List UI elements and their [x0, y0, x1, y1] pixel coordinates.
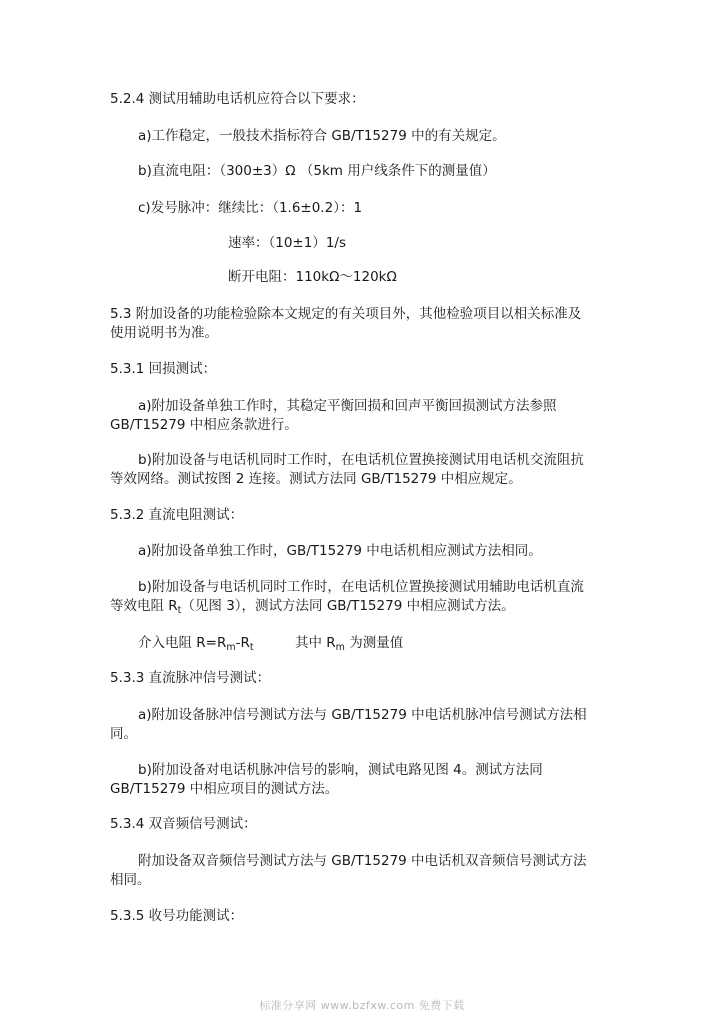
- item-5-3-2-b-line1: b)附加设备与电话机同时工作时，在电话机位置换接测试用辅助电话机直流: [138, 579, 584, 595]
- heading-5-3-5: 5.3.5 收号功能测试：: [110, 908, 244, 924]
- formula-minus: -R: [235, 635, 250, 651]
- item-5-2-4-rate: 速率：（10±1）1/s: [228, 235, 346, 251]
- item-5-2-4-b: b)直流电阻：（300±3）Ω （5km 用户线条件下的测量值）: [138, 163, 496, 179]
- paragraph-5-3-line2: 使用说明书为准。: [110, 325, 218, 341]
- item-5-3-2-b-line2: [110, 597, 515, 615]
- item-5-2-4-c: c)发号脉冲：继续比：（1.6±0.2）：1: [138, 200, 363, 216]
- formula-note: [295, 634, 403, 652]
- formula-note-text: 其中 R: [295, 635, 336, 651]
- formula-note-rest: 为测量值: [344, 635, 404, 651]
- footer-watermark: 标准分享网 www.bzfxw.com 免费下载: [259, 999, 465, 1012]
- formula-text: 介入电阻 R=R: [138, 635, 227, 651]
- heading-5-2-4: 5.2.4 测试用辅助电话机应符合以下要求：: [110, 91, 365, 107]
- item-5-3-3-a-line1: a)附加设备脉冲信号测试方法与 GB/T15279 中电话机脉冲信号测试方法相: [138, 707, 587, 723]
- item-5-3-1-a-line2: GB/T15279 中相应条款进行。: [110, 417, 298, 433]
- item-5-3-2-a: a)附加设备单独工作时，GB/T15279 中电话机相应测试方法相同。: [138, 543, 542, 559]
- item-5-2-4-a: a)工作稳定，一般技术指标符合 GB/T15279 中的有关规定。: [138, 128, 506, 144]
- item-5-3-3-b-line1: b)附加设备对电话机脉冲信号的影响，测试电路见图 4。测试方法同: [138, 762, 543, 778]
- subscript-m: m: [335, 642, 345, 653]
- equiv-resistance-text-rest: （见图 3），测试方法同 GB/T15279 中相应测试方法。: [181, 598, 515, 614]
- item-5-2-4-break-resistance: 断开电阻：110kΩ～120kΩ: [228, 269, 397, 285]
- paragraph-5-3-4-line2: 相同。: [110, 872, 151, 888]
- item-5-3-1-a-line1: a)附加设备单独工作时，其稳定平衡回损和回声平衡回损测试方法参照: [138, 398, 557, 414]
- formula-insertion-resistance: [138, 634, 254, 652]
- subscript-t: t: [249, 642, 254, 653]
- heading-5-3-1: 5.3.1 回损测试：: [110, 361, 217, 377]
- item-5-3-1-b-line2: 等效网络。测试按图 2 连接。测试方法同 GB/T15279 中相应规定。: [110, 471, 522, 487]
- paragraph-5-3-line1: 5.3 附加设备的功能检验除本文规定的有关项目外，其他检验项目以相关标准及: [110, 306, 582, 322]
- subscript-t: t: [177, 605, 182, 616]
- item-5-3-3-a-line2: 同。: [110, 726, 137, 742]
- paragraph-5-3-4-line1: 附加设备双音频信号测试方法与 GB/T15279 中电话机双音频信号测试方法: [138, 853, 587, 869]
- item-5-3-3-b-line2: GB/T15279 中相应项目的测试方法。: [110, 781, 339, 797]
- item-5-3-1-b-line1: b)附加设备与电话机同时工作时，在电话机位置换接测试用电话机交流阻抗: [138, 452, 584, 468]
- heading-5-3-4: 5.3.4 双音频信号测试：: [110, 816, 257, 832]
- heading-5-3-3: 5.3.3 直流脉冲信号测试：: [110, 670, 271, 686]
- heading-5-3-2: 5.3.2 直流电阻测试：: [110, 507, 244, 523]
- subscript-m: m: [226, 642, 236, 653]
- equiv-resistance-text: 等效电阻 R: [110, 598, 178, 614]
